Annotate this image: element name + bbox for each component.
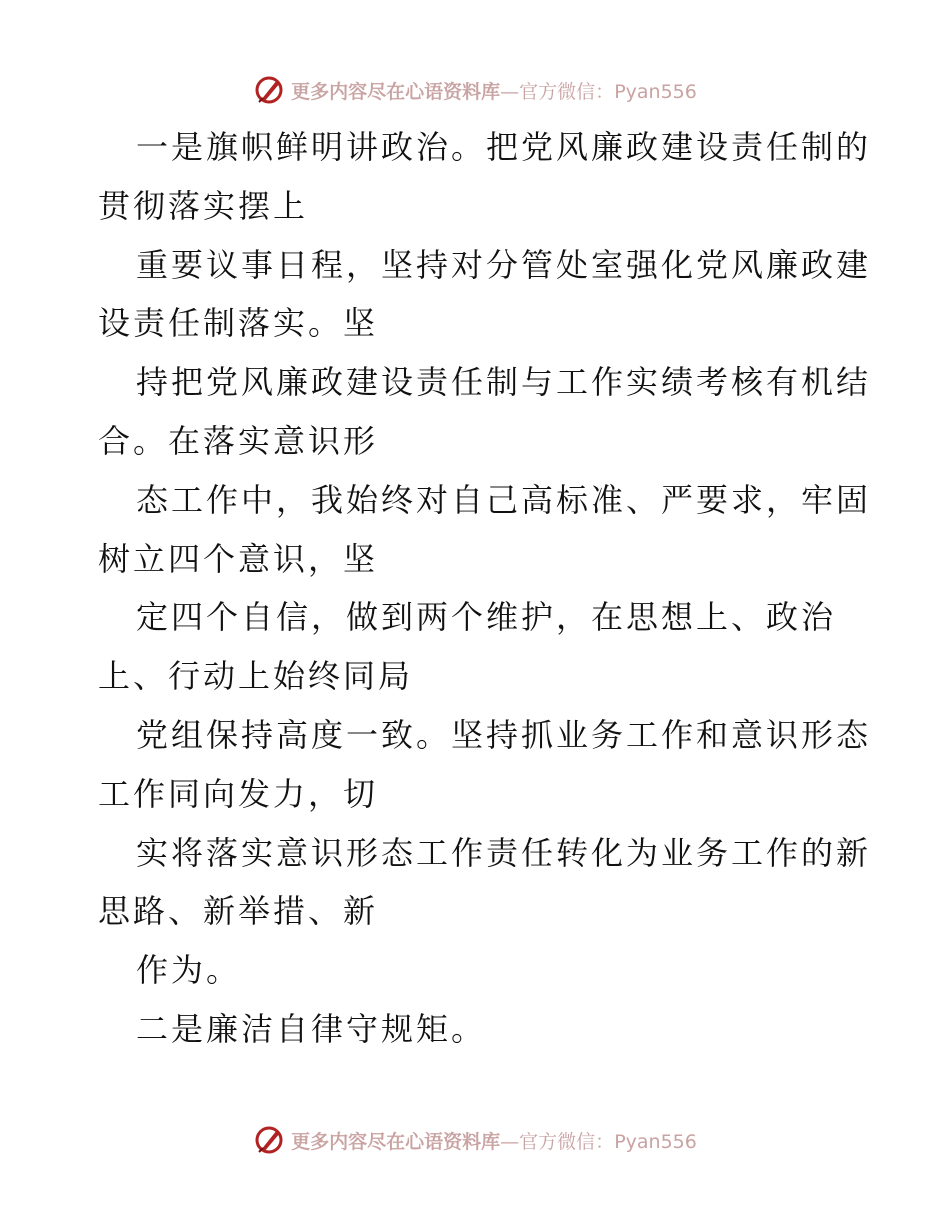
footer-banner bbox=[0, 1120, 950, 1160]
paragraph bbox=[98, 118, 872, 236]
paragraph-line: 树立四个意识，坚 bbox=[98, 539, 379, 578]
paragraph-line: 一是旗帜鲜明讲政治。把党风廉政建设责任制的 bbox=[136, 128, 872, 166]
banner-dash: — bbox=[500, 1130, 520, 1153]
banner-dash: — bbox=[500, 80, 520, 103]
paragraph-line: 作为。 bbox=[136, 951, 242, 990]
paragraph-line: 上、行动上始终同局 bbox=[98, 657, 414, 696]
paragraph-line: 贯彻落实摆上 bbox=[98, 186, 309, 225]
paragraph-line: 设责任制落实。坚 bbox=[98, 304, 379, 343]
banner-wechat-id: Pyan556 bbox=[614, 80, 697, 103]
banner-main: 更多内容尽在心语资料库 bbox=[291, 80, 501, 103]
paragraph-line: 定四个自信，做到两个维护，在思想上、政治 bbox=[136, 598, 837, 637]
quill-pen-logo-icon bbox=[253, 74, 285, 106]
banner-text bbox=[291, 1127, 697, 1154]
paragraph-line: 态工作中，我始终对自己高标准、严要求，牢固 bbox=[136, 480, 872, 519]
paragraph bbox=[98, 588, 858, 706]
paragraph-line: 二是廉洁自律守规矩。 bbox=[136, 1009, 487, 1048]
banner-text bbox=[291, 77, 697, 104]
paragraph bbox=[98, 471, 872, 589]
paragraph-line: 实将落实意识形态工作责任转化为业务工作的新 bbox=[136, 833, 872, 872]
paragraph bbox=[98, 353, 872, 471]
paragraph-line: 党组保持高度一致。坚持抓业务工作和意识形态 bbox=[136, 715, 872, 754]
paragraph-line: 持把党风廉政建设责任制与工作实绩考核有机结 bbox=[136, 363, 872, 402]
banner-wechat-label: 官方微信： bbox=[519, 80, 615, 103]
header-banner bbox=[0, 70, 950, 110]
paragraph-line: 思路、新举措、新 bbox=[98, 892, 379, 931]
document-body bbox=[98, 118, 872, 1059]
paragraph-line: 合。在落实意识形 bbox=[98, 421, 379, 460]
paragraph-line: 工作同向发力，切 bbox=[98, 774, 379, 813]
paragraph bbox=[98, 941, 858, 1000]
banner-wechat-label: 官方微信： bbox=[519, 1130, 615, 1153]
paragraph bbox=[98, 1000, 858, 1059]
paragraph bbox=[98, 236, 872, 354]
paragraph bbox=[98, 706, 872, 824]
banner-main: 更多内容尽在心语资料库 bbox=[291, 1130, 501, 1153]
banner-wechat-id: Pyan556 bbox=[614, 1130, 697, 1153]
paragraph bbox=[98, 824, 872, 942]
quill-pen-logo-icon bbox=[253, 1124, 285, 1156]
paragraph-line: 重要议事日程，坚持对分管处室强化党风廉政建 bbox=[136, 245, 872, 284]
